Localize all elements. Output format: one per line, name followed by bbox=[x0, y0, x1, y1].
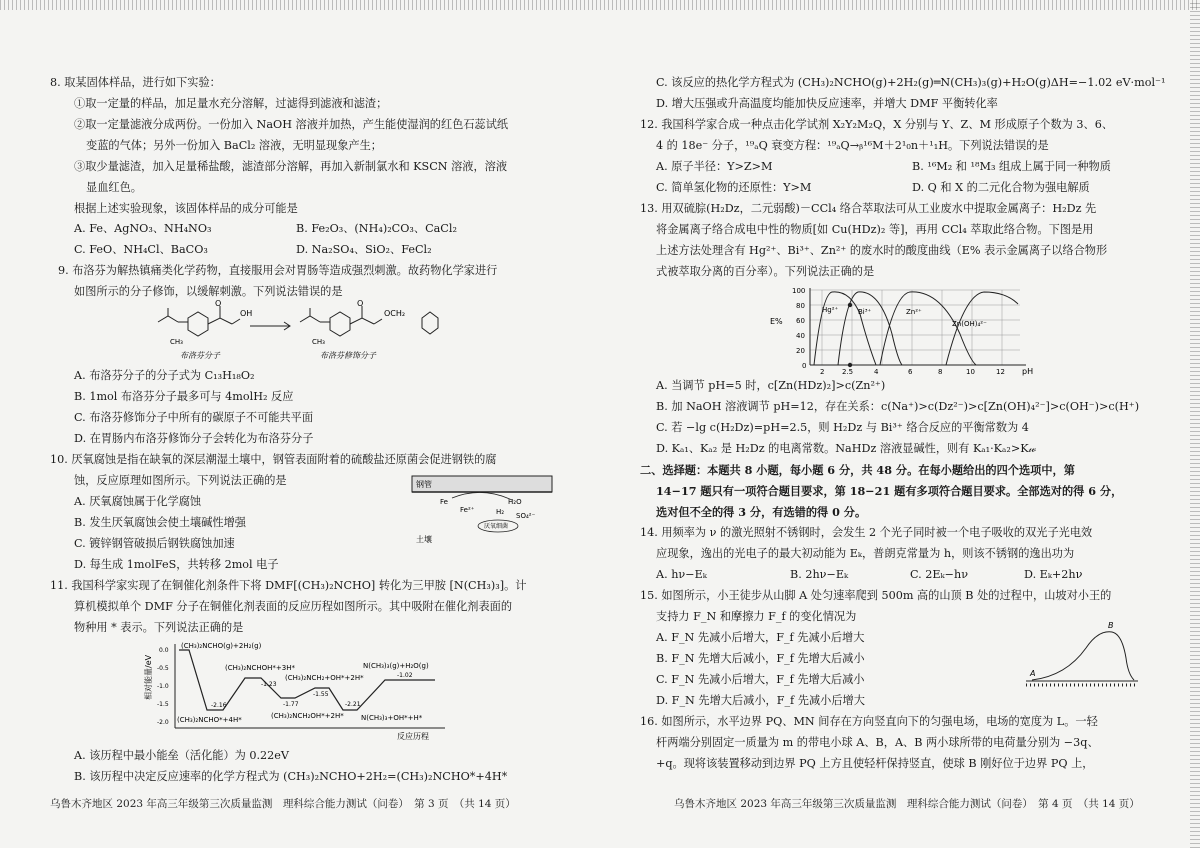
q10-option-a: A. 厌氧腐蚀属于化学腐蚀 bbox=[74, 495, 202, 508]
fig10-h2o-label: H₂O bbox=[508, 498, 522, 506]
q16-stem-cont: 杆两端分别固定一质量为 m 的带电小球 A、B，A、B 两小球所带的电荷量分别为 −3q、 bbox=[656, 736, 1099, 749]
q13-option-c: C. 若 −lg c(H₂Dz)=pH=2.5，则 H₂Dz 与 Bi³⁺ 络合反应的平衡常数为 4 bbox=[656, 421, 1029, 434]
q15-option-b: B. F_N 先增大后减小，F_f 先增大后减小 bbox=[656, 652, 865, 665]
acidity-curve-figure bbox=[770, 284, 1040, 376]
section2-heading-cont: 14−17 题只有一项符合题目要求，第 18−21 题有多项符合题目要求。全部选对的得 6 分， bbox=[656, 484, 1123, 498]
q8-step1: ①取一定量的样品，加足量水充分溶解，过滤得到滤液和滤渣； bbox=[74, 97, 388, 110]
q13-stem: 13. 用双硫腙(H₂Dz，二元弱酸)－CCl₄ 络合萃取法可从工业废水中提取金属离子：H₂Dz 先 bbox=[640, 202, 1097, 215]
fig11-ytick-3: -1.5 bbox=[157, 701, 169, 708]
q14-option-a: A. hν−Eₖ bbox=[656, 568, 707, 581]
fig11-ylabel: 相对能量/eV bbox=[144, 654, 153, 700]
q14-stem: 14. 用频率为 ν 的激光照射不锈钢时，会发生 2 个光子同时被一个电子吸收的双光子光电效 bbox=[640, 526, 1093, 539]
fig13-ytick-40: 40 bbox=[796, 332, 805, 340]
fig11-label-6: -1.77 bbox=[283, 701, 299, 708]
q14-stem-cont: 应现象，逸出的光电子的最大初动能为 Eₖ，普朗克常量为 h，则该不锈钢的逸出功为 bbox=[656, 547, 1075, 560]
reaction-energy-profile-figure bbox=[145, 640, 465, 742]
q11-option-a: A. 该历程中最小能垒（活化能）为 0.22eV bbox=[74, 749, 289, 762]
left-page bbox=[50, 0, 610, 848]
q11-stem: 11. 我国科学家实现了在铜催化剂条件下将 DMF[(CH₃)₂NCHO] 转化为三甲胺 [N(CH₃)₃]。计 bbox=[50, 579, 527, 592]
q9-stem-cont: 如图所示的分子修饰，以缓解刺激。下列说法错误的是 bbox=[74, 285, 343, 298]
fig13-curve-znoh4: Zn(OH)₄²⁻ bbox=[952, 320, 987, 328]
q15-option-d: D. F_N 先增大后减小，F_f 先减小后增大 bbox=[656, 694, 865, 707]
q8-step3-cont: 显血红色。 bbox=[86, 181, 142, 194]
q8-option-b: B. Fe₂O₃、(NH₄)₂CO₃、CaCl₂ bbox=[296, 222, 457, 235]
q10-option-c: C. 镀锌钢管破损后钢铁腐蚀加速 bbox=[74, 537, 235, 550]
fig13-xtick-2: 2 bbox=[820, 368, 825, 376]
fig13-xlabel: pH bbox=[1022, 367, 1034, 376]
anaerobic-corrosion-figure bbox=[412, 474, 552, 546]
q11-stem-cont2: 物种用 * 表示。下列说法正确的是 bbox=[74, 621, 244, 634]
scan-border-right bbox=[1190, 0, 1200, 848]
section2-heading: 二、选择题：本题共 8 小题，每小题 6 分，共 48 分。在每小题给出的四个选项中，第 bbox=[640, 463, 1075, 477]
q12-option-c: C. 简单氢化物的还原性：Y>M bbox=[656, 181, 812, 194]
fig10-fe2-label: Fe²⁺ bbox=[460, 506, 475, 514]
q9-option-d: D. 在胃肠内布洛芬修饰分子会转化为布洛芬分子 bbox=[74, 432, 314, 445]
fig13-xtick-10: 10 bbox=[966, 368, 975, 376]
q14-option-d: D. Eₖ+2hν bbox=[1024, 568, 1083, 581]
fig11-ytick-4: -2.0 bbox=[157, 719, 169, 726]
fig10-pipe-label: 钢管 bbox=[416, 480, 432, 489]
fig13-ylabel: E% bbox=[770, 317, 783, 326]
fig11-xlabel: 反应历程 bbox=[397, 732, 429, 741]
q11-option-b: B. 该历程中决定反应速率的化学方程式为 (CH₃)₂NCHO+2H₂=(CH₃)₂NCHO*+4H* bbox=[74, 770, 508, 783]
hill-slope-figure bbox=[1026, 618, 1138, 688]
fig11-label-4: (CH₃)₂NCH₂+OH*+2H* bbox=[285, 674, 364, 682]
q15-option-c: C. F_N 先减小后增大，F_f 先增大后减小 bbox=[656, 673, 865, 686]
q13-stem-cont3: 式被萃取分离的百分率）。下列说法正确的是 bbox=[656, 265, 875, 278]
q8-option-d: D. Na₂SO₄、SiO₂、FeCl₂ bbox=[296, 243, 432, 256]
fig9-caption-ibuprofen: 布洛芬分子 bbox=[180, 351, 220, 360]
q8-step2-cont: 变蓝的气体；另外一份加入 BaCl₂ 溶液，无明显现象产生； bbox=[86, 139, 382, 152]
q8-step3: ③取少量滤渣，加入足量稀盐酸，滤渣部分溶解，再加入新制氯水和 KSCN 溶液，溶液 bbox=[74, 160, 508, 173]
fig15-point-a: A bbox=[1030, 669, 1036, 678]
q12-stem: 12. 我国科学家合成一种点击化学试剂 X₂Y₂M₂Q，X 分别与 Y、Z、M 形成原子个数为 3、6、 bbox=[640, 118, 1114, 131]
q10-stem-cont: 蚀，反应原理如图所示。下列说法正确的是 bbox=[74, 474, 287, 487]
q11-stem-cont: 算机模拟单个 DMF 分子在铜催化剂表面的反应历程如图所示。其中吸附在催化剂表面的 bbox=[74, 600, 513, 613]
q12-option-a: A. 原子半径：Y>Z>M bbox=[656, 160, 773, 173]
q15-option-a: A. F_N 先减小后增大，F_f 先减小后增大 bbox=[656, 631, 865, 644]
fig9-ch3-label-1: CH₃ bbox=[170, 338, 183, 346]
q13-option-d: D. Kₐ₁、Kₐ₂ 是 H₂Dz 的电离常数。NaHDz 溶液显碱性，则有 Kₐ₁·Kₐ₂>K𝓌 bbox=[656, 442, 1037, 455]
fig15-point-b: B bbox=[1108, 621, 1114, 630]
fig11-ytick-2: -1.0 bbox=[157, 683, 169, 690]
q12-stem-cont: 4 的 18e⁻ 分子，¹⁹ₐQ 衰变方程：¹⁹ₐQ→ᵦ¹⁶M＋2¹₀n＋¹₁H。下列说法错误的是 bbox=[656, 139, 1049, 152]
fig11-label-10: (CH₃)₂NCHO*+4H* bbox=[177, 716, 242, 724]
fig13-curve-zn: Zn²⁺ bbox=[906, 308, 922, 316]
fig9-oh-label: OH bbox=[240, 309, 253, 318]
q8-option-a: A. Fe、AgNO₃、NH₄NO₃ bbox=[74, 222, 212, 235]
q8-question: 根据上述实验现象，该固体样品的成分可能是 bbox=[74, 202, 298, 215]
fig10-bacteria-label: 厌氧细菌 bbox=[484, 523, 509, 530]
fig11-label-11: (CH₃)₂NCH₂OH*+2H* bbox=[271, 712, 344, 720]
fig11-label-0: (CH₃)₂NCHO(g)+2H₂(g) bbox=[181, 642, 262, 650]
q9-option-a: A. 布洛芬分子的分子式为 C₁₃H₁₈O₂ bbox=[74, 369, 255, 382]
q10-option-b: B. 发生厌氧腐蚀会使土壤碱性增强 bbox=[74, 516, 246, 529]
q12-option-d: D. Q 和 X 的二元化合物为强电解质 bbox=[912, 181, 1090, 194]
q9-stem: 9. 布洛芬为解热镇痛类化学药物，直接服用会对胃肠等造成强烈刺激。故药物化学家进行 bbox=[58, 264, 498, 277]
fig9-o-label: O bbox=[215, 299, 222, 308]
fig11-label-8: -2.16 bbox=[211, 702, 227, 709]
right-page-footer: 乌鲁木齐地区 2023 年高三年级第三次质量监测 理科综合能力测试（问卷） 第 4 页 （共 14 页） bbox=[674, 798, 1140, 810]
fig9-ch3-label-2: CH₃ bbox=[312, 338, 325, 346]
fig11-label-3: -1.23 bbox=[261, 681, 277, 688]
q11-option-d: D. 增大压强或升高温度均能加快反应速率，并增大 DMF 平衡转化率 bbox=[656, 97, 998, 110]
fig13-curve-hg: Hg²⁺ bbox=[822, 306, 839, 314]
fig13-ytick-100: 100 bbox=[792, 287, 806, 295]
fig11-label-5: -1.02 bbox=[397, 672, 413, 679]
fig10-h2-label: H₂ bbox=[496, 508, 505, 516]
q14-option-b: B. 2hν−Eₖ bbox=[790, 568, 849, 581]
q12-option-b: B. ¹⁶M₂ 和 ¹⁸M₃ 组成上属于同一种物质 bbox=[912, 160, 1111, 173]
fig13-ytick-0: 0 bbox=[802, 362, 807, 370]
fig11-ytick-1: -0.5 bbox=[157, 665, 169, 672]
q9-option-b: B. 1mol 布洛芬分子最多可与 4molH₂ 反应 bbox=[74, 390, 294, 403]
fig10-soil-label: 土壤 bbox=[416, 535, 432, 544]
fig13-curve-bi: Bi³⁺ bbox=[858, 308, 872, 316]
q13-option-a: A. 当调节 pH=5 时，c[Zn(HDz)₂]>c(Zn²⁺) bbox=[656, 379, 886, 392]
q15-stem-cont: 支持力 F_N 和摩擦力 F_f 的变化情况为 bbox=[656, 610, 857, 623]
fig11-label-2: N(CH₃)₃(g)+H₂O(g) bbox=[363, 662, 429, 670]
fig13-xtick-12: 12 bbox=[996, 368, 1005, 376]
q8-stem: 8. 取某固体样品，进行如下实验： bbox=[50, 76, 221, 89]
q10-option-d: D. 每生成 1molFeS，共转移 2mol 电子 bbox=[74, 558, 279, 571]
fig13-xtick-2.5: 2.5 bbox=[842, 368, 854, 376]
fig11-label-12: N(CH₃)₃+OH*+H* bbox=[361, 714, 423, 722]
fig13-ytick-60: 60 bbox=[796, 317, 805, 325]
q13-option-b: B. 加 NaOH 溶液调节 pH=12，存在关系：c(Na⁺)>c(Dz²⁻)>c[Zn(OH)₄²⁻]>c(OH⁻)>c(H⁺) bbox=[656, 400, 1140, 413]
fig13-xtick-8: 8 bbox=[938, 368, 943, 376]
q9-option-c: C. 布洛芬修饰分子中所有的碳原子不可能共平面 bbox=[74, 411, 314, 424]
fig9-o-label-2: O bbox=[357, 299, 364, 308]
fig13-xtick-4: 4 bbox=[874, 368, 879, 376]
left-page-footer: 乌鲁木齐地区 2023 年高三年级第三次质量监测 理科综合能力测试（问卷） 第 3 页 （共 14 页） bbox=[50, 798, 516, 810]
q16-stem: 16. 如图所示，水平边界 PQ、MN 间存在方向竖直向下的匀强电场，电场的宽度为 L。一轻 bbox=[640, 715, 1098, 728]
fig11-label-9: -2.21 bbox=[345, 701, 361, 708]
q11-option-c: C. 该反应的热化学方程式为 (CH₃)₂NCHO(g)+2H₂(g)═N(CH₃)₃(g)+H₂O(g)ΔH=−1.02 eV·mol⁻¹ bbox=[656, 76, 1166, 89]
right-page bbox=[640, 0, 1170, 848]
fig13-ytick-20: 20 bbox=[796, 347, 805, 355]
q16-stem-cont2: +q。现将该装置移动到边界 PQ 上方且使轻杆保持竖直，使球 B 刚好位于边界 PQ 上， bbox=[656, 757, 1094, 770]
fig11-ytick-0: 0.0 bbox=[159, 647, 169, 654]
q14-option-c: C. 2Eₖ−hν bbox=[910, 568, 969, 581]
ibuprofen-structure-figure bbox=[150, 300, 450, 364]
fig13-xtick-6: 6 bbox=[908, 368, 913, 376]
fig13-ytick-80: 80 bbox=[796, 302, 805, 310]
fig11-label-7: -1.55 bbox=[313, 691, 329, 698]
fig9-caption-modified: 布洛芬修饰分子 bbox=[320, 351, 376, 360]
fig10-fe-label: Fe bbox=[440, 498, 448, 506]
q10-stem: 10. 厌氧腐蚀是指在缺氧的深层潮湿土壤中，钢管表面附着的硫酸盐还原菌会促进钢铁的腐 bbox=[50, 453, 497, 466]
fig9-och2-label: OCH₂ bbox=[384, 309, 406, 318]
q8-option-c: C. FeO、NH₄Cl、BaCO₃ bbox=[74, 243, 208, 256]
fig11-label-1: (CH₃)₂NCHOH*+3H* bbox=[225, 664, 295, 672]
q8-step2: ②取一定量滤液分成两份。一份加入 NaOH 溶液并加热，产生能使湿润的红色石蕊试纸 bbox=[74, 118, 509, 131]
q15-stem: 15. 如图所示，小王徒步从山脚 A 处匀速率爬到 500m 高的山顶 B 处的过程中，山坡对小王的 bbox=[640, 589, 1112, 602]
section2-heading-cont2: 选对但不全的得 3 分，有选错的得 0 分。 bbox=[656, 505, 867, 519]
fig10-so4-label: SO₄²⁻ bbox=[516, 512, 536, 520]
q13-stem-cont2: 上述方法处理含有 Hg²⁺、Bi³⁺、Zn²⁺ 的废水时的酸度曲线（E% 表示金属离子以络合物形 bbox=[656, 244, 1108, 257]
q13-stem-cont: 将金属离子络合成电中性的物质[如 Cu(HDz)₂ 等]，再用 CCl₄ 萃取此络合物。下图是用 bbox=[656, 223, 1094, 236]
